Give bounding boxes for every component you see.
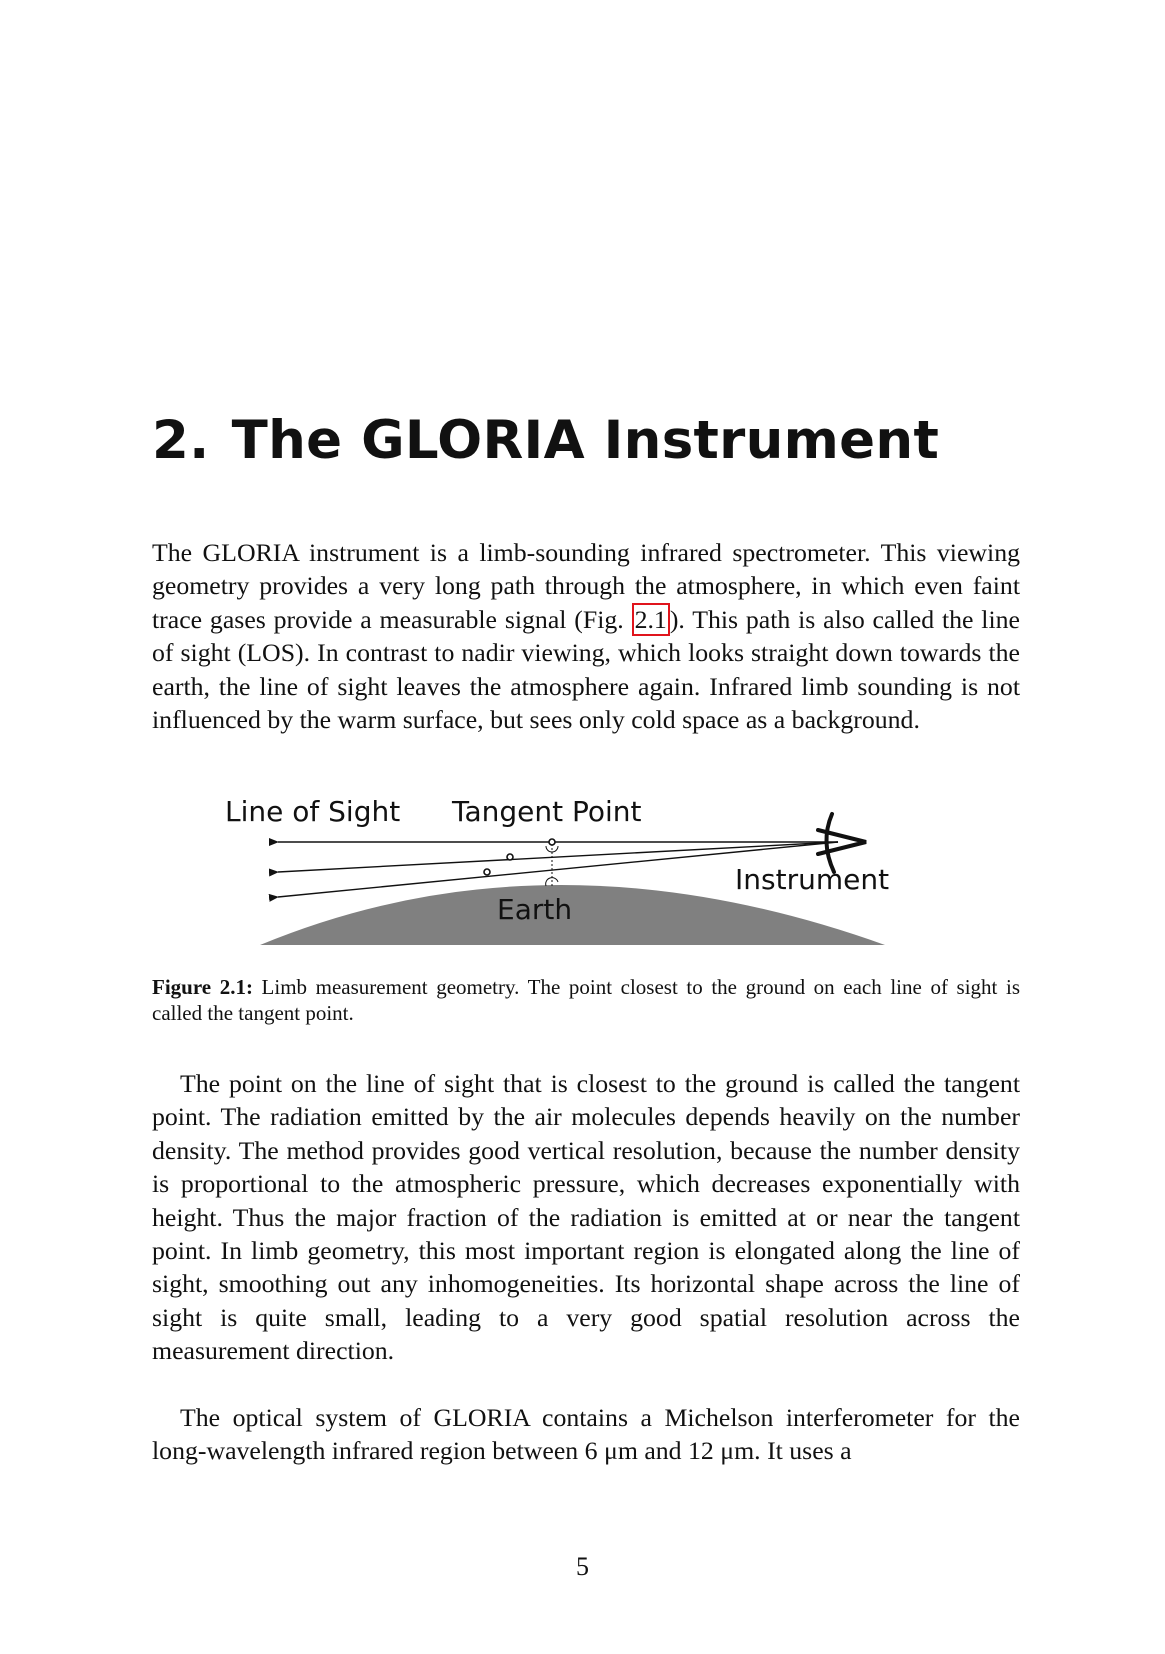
chapter-title-text: The GLORIA Instrument [231, 410, 940, 471]
figure-caption-text: Limb measurement geometry. The point closest to the ground on each line of sight is called the tangent point. [152, 975, 1020, 1025]
paragraph-intro-text-a: The GLORIA instrument is a limb-sounding infrared spectrometer. This viewing geometry provides a very long path through the atmosphere, in which even faint trace gases provide a measurable signal (Fig. [152, 538, 1020, 634]
figure-reference-link[interactable]: 2.1 [632, 603, 670, 636]
tangent-point-marker-2 [507, 854, 513, 860]
chapter-number: 2. [152, 410, 210, 471]
paragraph-tangent-point: The point on the line of sight that is closest to the ground is called the tangent point. The radiation emitted by the air molecules depends heavily on the number density. The method provides good vertical resolution, because the number density is proportional to the atmospheric pressure, which decreases exponentially with height. Thus the major fraction of the radiation is emitted at or near the tangent point. In limb geometry, this most important region is elongated along the line of sight, smoothing out any inhomogeneities. Its horizontal shape across the line of sight is quite small, leading to a very good spatial resolution across the measurement direction. [152, 1069, 1020, 1366]
label-tangent-point: Tangent Point [452, 795, 642, 828]
figure-caption-label: Figure 2.1: [152, 975, 253, 999]
figure-limb-geometry [220, 790, 960, 950]
label-instrument: Instrument [735, 863, 890, 896]
tangent-point-marker-3 [484, 869, 490, 875]
paragraph-optical-system: The optical system of GLORIA contains a Michelson interferometer for the long-wavelength infrared region between 6 μm and 12 μm. It uses a [152, 1403, 1020, 1466]
paragraph-intro-text-b: ). This path is also called the line of sight (LOS). In contrast to nadir viewing, which looks straight down towards the earth, the line of sight leaves the atmosphere again. Infrared limb sounding is not influenced by the warm surface, but sees only cold space as a background. [152, 604, 1020, 735]
label-earth: Earth [497, 893, 573, 926]
limb-geometry-diagram [220, 790, 960, 950]
tangent-point-marker-1 [549, 839, 555, 845]
page-number: 5 [576, 1552, 589, 1581]
figure-caption [152, 974, 1020, 1026]
chapter-title [152, 410, 939, 471]
paragraph-intro [152, 536, 1020, 736]
label-line-of-sight: Line of Sight [225, 795, 401, 828]
